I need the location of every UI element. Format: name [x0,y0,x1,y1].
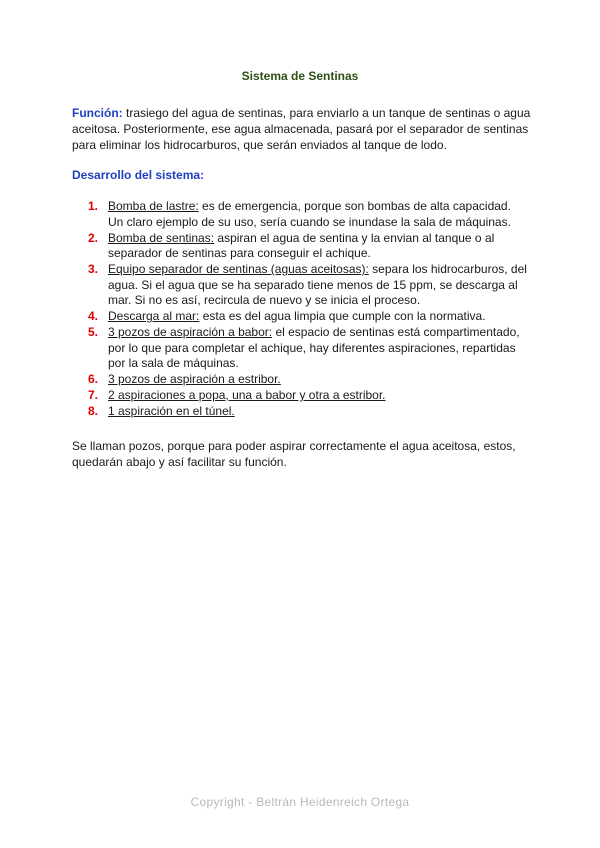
intro-paragraph [72,105,532,153]
item-term: Equipo separador de sentinas (aguas aceitosas): [108,262,369,276]
closing-paragraph: Se llaman pozos, porque para poder aspirar correctamente el agua aceitosa, estos, quedarán abajo y así facilitar su función. [72,439,516,469]
item-number: 1. [88,199,99,213]
item-number: 8. [88,404,99,418]
item-number: 5. [88,325,99,339]
item-number: 4. [88,309,99,323]
list-item [88,231,528,262]
item-text: es de emergencia, porque son bombas de alta capacidad. Un claro ejemplo de su uso, sería cuando se inundase la sala de máquinas. [108,199,511,229]
item-term: Descarga al mar: [108,309,200,323]
list-item [88,388,528,404]
page-title: Sistema de Sentinas [241,69,359,83]
item-term: Bomba de sentinas: [108,230,215,245]
item-number: 6. [88,372,99,386]
item-text: separa los hidrocarburos, del agua. Si el agua que se ha separado tiene menos de 15 ppm, se descarga al mar. Si no es así, recircula de nuevo y se inicia el proceso. [108,262,527,307]
intro-text: trasiego del agua de sentinas, para enviarlo a un tanque de sentinas o agua aceitosa. Posteriormente, ese agua almacenada, pasará por el separador de sentinas para eliminar los hidrocarburos, que serán enviados al tanque de lodo. [72,106,531,152]
list-item [88,372,528,388]
list-item [88,309,528,325]
item-number: 2. [88,230,99,245]
item-term: 1 aspiración en el túnel. [108,404,235,418]
item-text: el espacio de sentinas está compartimentado, por lo que para completar el achique, hay diferentes aspiraciones, repartidas por la sala de máquinas. [108,325,520,370]
item-number: 3. [88,262,99,276]
system-list [88,199,528,420]
item-term: 2 aspiraciones a popa, una a babor y otra a estribor. [108,388,386,402]
list-item [88,404,528,420]
intro-lead: Función: [72,106,123,120]
item-text: aspiran el agua de sentina y la envian al tanque o al separador de sentinas para conseguir el achique. [108,230,495,260]
item-term: 3 pozos de aspiración a estribor. [108,372,281,386]
item-number: 7. [88,388,99,402]
item-term: Bomba de lastre: [108,199,199,213]
list-item [88,325,528,372]
item-term: 3 pozos de aspiración a babor: [108,325,273,339]
item-text: esta es del agua limpia que cumple con la normativa. [199,309,486,323]
list-item [88,262,528,309]
copyright-footer: Copyright - Beltrán Heidenreich Ortega [190,795,410,809]
list-item [88,199,528,230]
section-heading: Desarrollo del sistema: [72,168,205,182]
